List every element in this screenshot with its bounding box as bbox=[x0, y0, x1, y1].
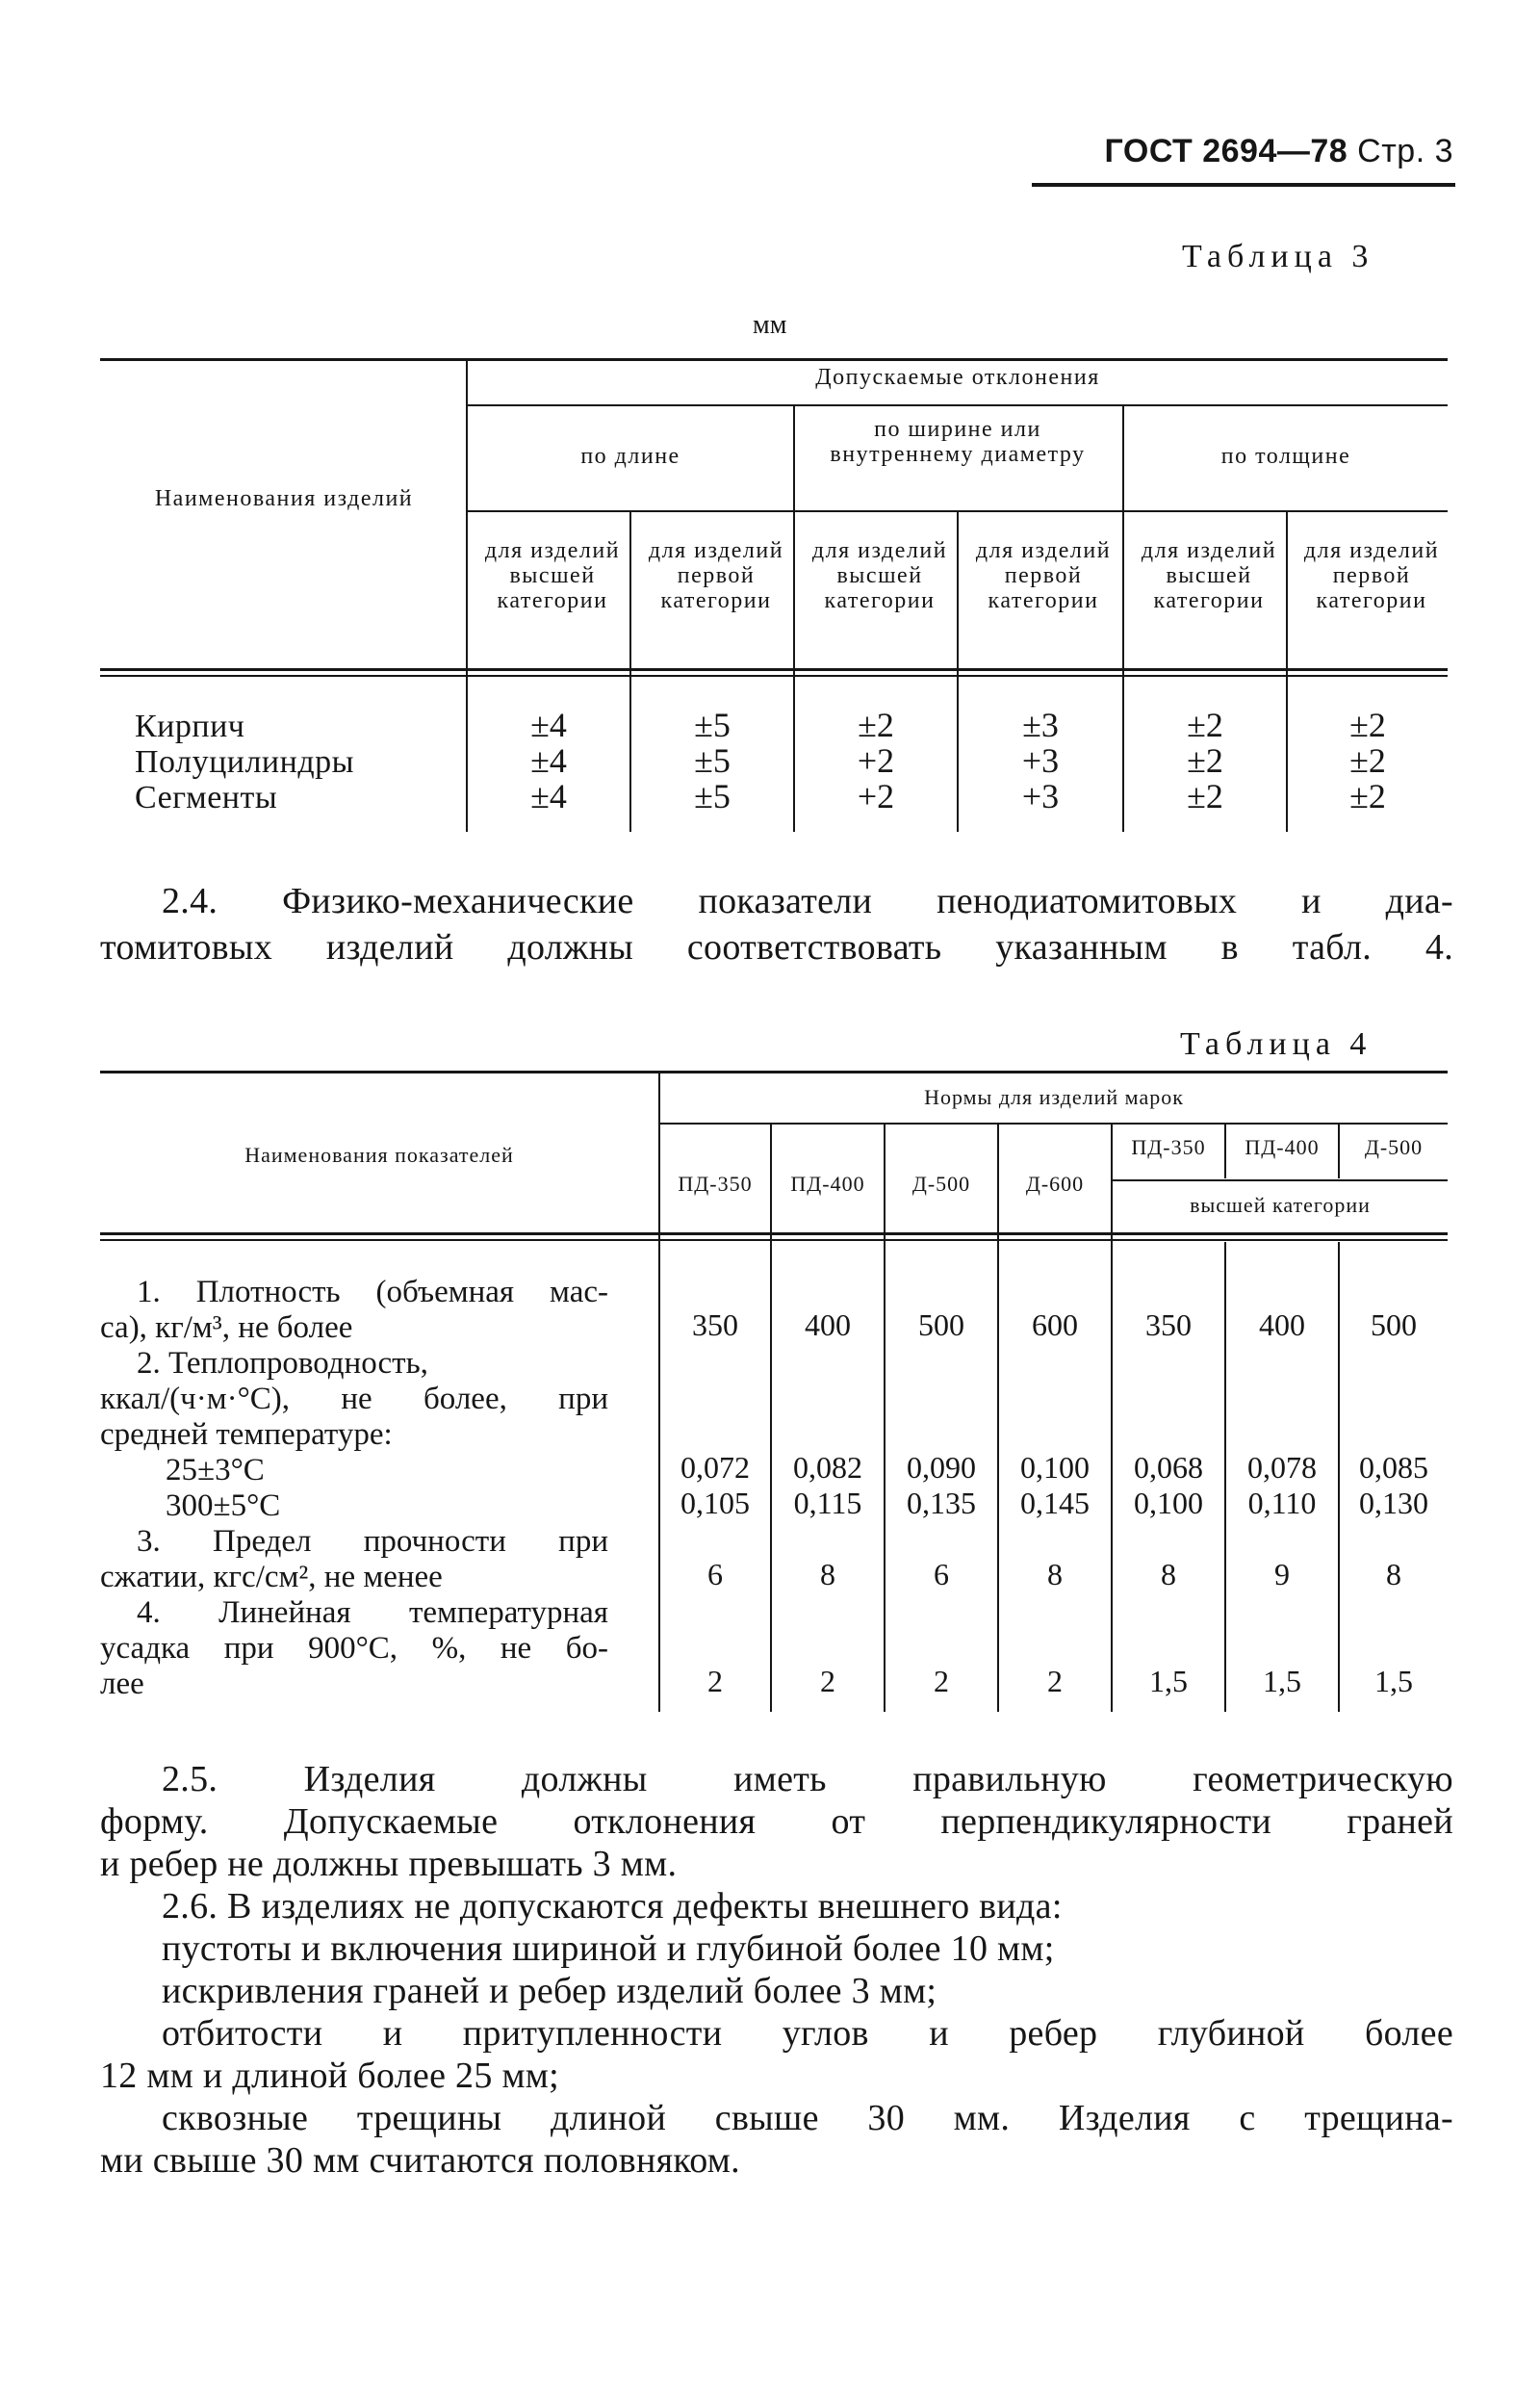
para-2-6-line: ми свыше 30 мм считаются половняком. bbox=[100, 2140, 740, 2181]
table4-higher-brand: ПД-350 bbox=[1131, 1135, 1206, 1159]
table4-cell: 8 bbox=[1047, 1557, 1063, 1591]
table4-vline bbox=[770, 1125, 772, 1712]
table4-cell: 0,072 bbox=[680, 1450, 750, 1485]
para-2-6-line: 2.6. В изделиях не допускаются дефекты внешнего вида: bbox=[162, 1886, 1063, 1927]
table3-cell: ±4 bbox=[530, 777, 567, 815]
table3-caption: Таблица 3 bbox=[1182, 239, 1374, 274]
table4-label-line: лее bbox=[100, 1667, 144, 1701]
table3-name-header: Наименования изделий bbox=[154, 486, 414, 511]
table4-cell: 6 bbox=[707, 1557, 723, 1591]
table4-higher-brand: ПД-400 bbox=[1245, 1135, 1320, 1159]
table3-cell: ±5 bbox=[694, 777, 731, 815]
para-2-4-line: томитовых изделий должны соответствовать указанным в табл. 4. bbox=[100, 927, 1453, 968]
table3-cell: ±5 bbox=[694, 741, 731, 780]
table4-label-line: 300±5°С bbox=[166, 1488, 281, 1523]
table4-label-line: 4. Линейная температурная bbox=[137, 1595, 608, 1630]
table3-cell: ±3 bbox=[1022, 706, 1059, 744]
table4-brand: ПД-400 bbox=[790, 1172, 865, 1196]
table3-col-first: для изделий первой категории bbox=[975, 538, 1112, 613]
table3-col-first: для изделий первой категории bbox=[1303, 538, 1440, 613]
table4-cell: 500 bbox=[1371, 1307, 1417, 1342]
table4-cell: 6 bbox=[934, 1557, 949, 1591]
table4-cell: 500 bbox=[918, 1307, 964, 1342]
table4-cell: 350 bbox=[692, 1307, 738, 1342]
table3-cell: ±4 bbox=[530, 741, 567, 780]
table4-group-rule bbox=[660, 1123, 1448, 1125]
table3-subgroup-width: по ширине или внутреннему диаметру bbox=[830, 417, 1086, 467]
para-2-5-line: и ребер не должны превышать 3 мм. bbox=[100, 1844, 678, 1884]
table4-vline bbox=[658, 1073, 660, 1712]
table3-cell: ±2 bbox=[1349, 741, 1386, 780]
table3-row-label: Кирпич bbox=[135, 709, 245, 744]
table4-cell: 2 bbox=[934, 1664, 949, 1698]
table3-col-higher: для изделий высшей категории bbox=[484, 538, 621, 613]
table4-name-header: Наименования показателей bbox=[244, 1143, 514, 1167]
table3-cell: +3 bbox=[1021, 777, 1060, 815]
table3-row-label: Полуцилиндры bbox=[135, 744, 354, 780]
table4-cell: 0,115 bbox=[793, 1486, 862, 1520]
table4-header-rule-2 bbox=[100, 1239, 1448, 1241]
table4-cell: 0,068 bbox=[1134, 1450, 1203, 1485]
table4-header-rule bbox=[100, 1232, 1448, 1235]
table4-cell: 400 bbox=[805, 1307, 851, 1342]
table3-group-header: Допускаемые отклонения bbox=[815, 365, 1100, 390]
table3-subgroup-length: по длине bbox=[580, 444, 680, 469]
table4-cell: 2 bbox=[1047, 1664, 1063, 1698]
table4-cell: 400 bbox=[1259, 1307, 1305, 1342]
table4-cell: 2 bbox=[707, 1664, 723, 1698]
table4-cell: 8 bbox=[820, 1557, 835, 1591]
table4-cell: 0,082 bbox=[793, 1450, 862, 1485]
table3-col-first: для изделий первой категории bbox=[648, 538, 784, 613]
table3-cell: ±5 bbox=[694, 706, 731, 744]
table4-higher-brand: Д-500 bbox=[1364, 1135, 1424, 1159]
table4-brand: Д-600 bbox=[1025, 1172, 1085, 1196]
para-2-5-line: форму. Допускаемые отклонения от перпендикулярности граней bbox=[100, 1801, 1453, 1842]
table4-label-line: средней температуре: bbox=[100, 1417, 393, 1452]
table4-brand: ПД-350 bbox=[678, 1172, 753, 1196]
para-2-6-line: пустоты и включения шириной и глубиной более 10 мм; bbox=[162, 1928, 1055, 1969]
table4-cell: 0,100 bbox=[1134, 1486, 1203, 1520]
table4-cell: 9 bbox=[1274, 1557, 1290, 1591]
table4-cell: 0,090 bbox=[907, 1450, 976, 1485]
para-2-6-line: отбитости и притупленности углов и ребер глубиной более bbox=[162, 2013, 1453, 2054]
page-number: Стр. 3 bbox=[1357, 133, 1453, 169]
table4-label-line: са), кг/м³, не более bbox=[100, 1310, 353, 1345]
table4-label-line: сжатии, кгс/см², не менее bbox=[100, 1560, 443, 1594]
table3-cell: ±2 bbox=[1187, 706, 1223, 744]
table3-row-label: Сегменты bbox=[135, 780, 278, 815]
table4-cell: 1,5 bbox=[1374, 1664, 1413, 1698]
table3-cell: +3 bbox=[1021, 741, 1060, 780]
table4-cell: 0,100 bbox=[1020, 1450, 1090, 1485]
table4-higher-label: высшей категории bbox=[1190, 1193, 1371, 1217]
table4-caption: Таблица 4 bbox=[1180, 1026, 1373, 1062]
standard-number: ГОСТ 2694—78 bbox=[1104, 133, 1348, 169]
para-2-6-line: сквозные трещины длиной свыше 30 мм. Изделия с трещина- bbox=[162, 2098, 1453, 2138]
table4-label-line: 1. Плотность (объемная мас- bbox=[137, 1275, 608, 1309]
para-2-4-line: 2.4. Физико-механические показатели пенодиатомитовых и диа- bbox=[162, 881, 1453, 921]
table4-label-line: ккал/(ч·м·°С), не более, при bbox=[100, 1382, 608, 1416]
para-2-6-line: 12 мм и длиной более 25 мм; bbox=[100, 2056, 560, 2096]
table4-cell: 0,105 bbox=[680, 1486, 750, 1520]
table3-cell: ±2 bbox=[1187, 741, 1223, 780]
table3-unit: мм bbox=[753, 310, 787, 340]
para-2-6-line: искривления граней и ребер изделий более 3 мм; bbox=[162, 1971, 937, 2011]
table4-cell: 350 bbox=[1145, 1307, 1192, 1342]
table4-cell: 0,145 bbox=[1020, 1486, 1090, 1520]
table4-cell: 1,5 bbox=[1149, 1664, 1188, 1698]
table3-cell: +2 bbox=[857, 777, 895, 815]
table4-group-header: Нормы для изделий марок bbox=[924, 1085, 1184, 1109]
table4-higher-rule bbox=[1113, 1179, 1448, 1181]
table4-label-line: 3. Предел прочности при bbox=[137, 1524, 608, 1559]
table4-label-line: 25±3°С bbox=[166, 1453, 265, 1487]
table4-cell: 0,078 bbox=[1247, 1450, 1317, 1485]
table4-cell: 0,135 bbox=[907, 1486, 976, 1520]
table4-cell: 1,5 bbox=[1263, 1664, 1301, 1698]
table4-cell: 0,130 bbox=[1359, 1486, 1428, 1520]
table4-cell: 8 bbox=[1386, 1557, 1401, 1591]
table3-cell: ±2 bbox=[1349, 706, 1386, 744]
table3-subgroup-thickness: по толщине bbox=[1220, 444, 1351, 469]
table4-label-line: усадка при 900°С, %, не бо- bbox=[100, 1631, 608, 1666]
table3-cell: ±4 bbox=[530, 706, 567, 744]
table4-cell: 0,110 bbox=[1247, 1486, 1317, 1520]
table3-col-higher: для изделий высшей категории bbox=[1141, 538, 1277, 613]
table4-brand: Д-500 bbox=[911, 1172, 971, 1196]
table3-col-higher: для изделий высшей категории bbox=[811, 538, 948, 613]
table4-cell: 600 bbox=[1032, 1307, 1078, 1342]
table4-label-line: 2. Теплопроводность, bbox=[137, 1346, 428, 1381]
table3-cell: ±2 bbox=[1349, 777, 1386, 815]
table4-cell: 0,085 bbox=[1359, 1450, 1428, 1485]
table3-cell: ±2 bbox=[1187, 777, 1223, 815]
para-2-5-line: 2.5. Изделия должны иметь правильную геометрическую bbox=[162, 1759, 1453, 1799]
table4-vline bbox=[884, 1125, 886, 1712]
table4-cell: 2 bbox=[820, 1664, 835, 1698]
table3-cell: +2 bbox=[857, 741, 895, 780]
table4-vline bbox=[997, 1125, 999, 1712]
table3-cell: ±2 bbox=[858, 706, 894, 744]
table4-top-rule bbox=[100, 1071, 1448, 1073]
table4-cell: 8 bbox=[1161, 1557, 1176, 1591]
